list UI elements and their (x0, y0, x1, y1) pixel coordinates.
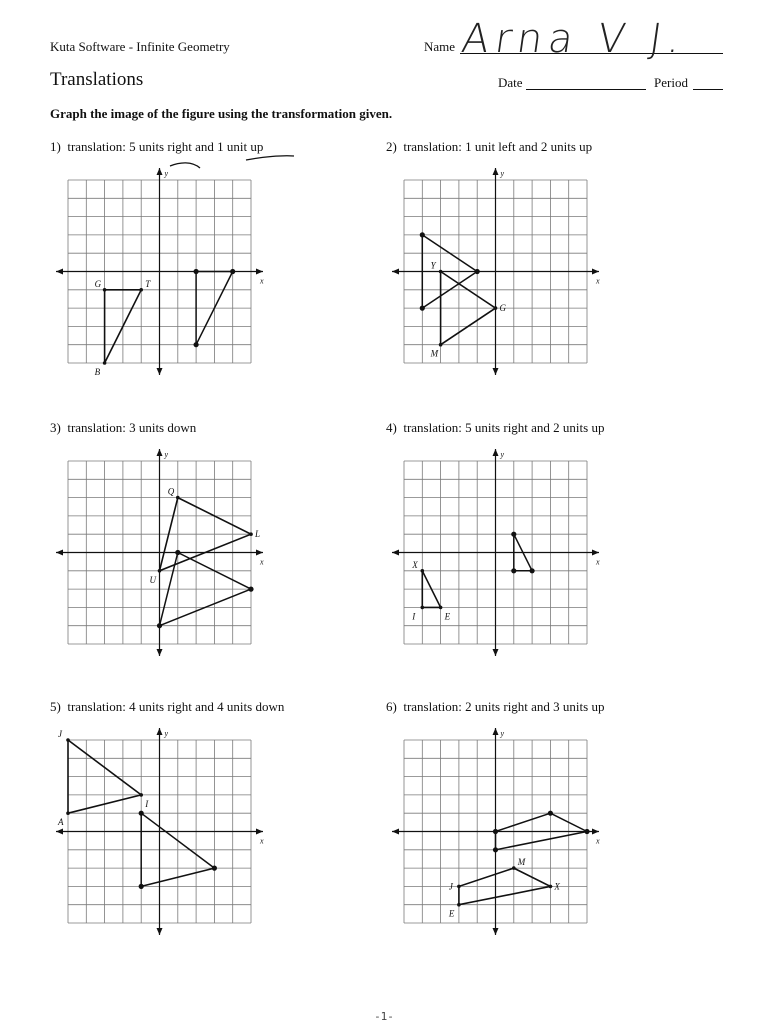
vertex-point (421, 569, 425, 573)
x-axis-label: x (260, 276, 264, 286)
problem-text: translation: 4 units right and 4 units down (67, 699, 285, 714)
problem-number: 5) (50, 699, 61, 714)
vertex-label: I (412, 611, 416, 622)
coordinate-plane-6[interactable] (386, 723, 612, 943)
vertex-label: M (517, 857, 526, 868)
drawn-vertex-dot (139, 811, 144, 816)
instructions: Graph the image of the figure using the transformation given. (50, 106, 393, 121)
vertex-label: I (145, 798, 149, 809)
coordinate-plane-3[interactable] (50, 444, 276, 664)
worksheet-title: Translations (50, 69, 144, 90)
period-label: Period (654, 75, 688, 90)
y-axis-arrow-down (157, 649, 163, 656)
coordinate-plane-4[interactable] (386, 444, 612, 664)
y-axis-arrow-up (157, 728, 163, 735)
vertex-label: T (145, 278, 151, 289)
x-axis-arrow-right (592, 829, 599, 835)
vertex-label: L (255, 529, 261, 540)
vertex-point (457, 885, 461, 889)
problem-number: 3) (50, 420, 61, 435)
page-number: -1- (374, 1010, 394, 1023)
drawn-vertex-dot (420, 306, 425, 311)
problem-number: 4) (386, 420, 397, 435)
x-axis-label: x (260, 836, 264, 846)
y-axis-arrow-up (493, 168, 499, 175)
drawn-vertex-dot (475, 269, 480, 274)
x-axis-arrow-right (256, 829, 263, 835)
drawn-vertex-dot (511, 568, 516, 573)
x-axis-arrow-left (56, 829, 63, 835)
name-handwritten-value[interactable]: Arna V J. (458, 16, 690, 62)
x-axis-arrow-right (256, 550, 263, 556)
problem-text: translation: 1 unit left and 2 units up (403, 139, 593, 154)
y-axis-arrow-down (493, 928, 499, 935)
problem-number: 2) (386, 139, 397, 154)
coordinate-plane-2[interactable] (386, 163, 612, 383)
x-axis-arrow-left (392, 550, 399, 556)
vertex-point (439, 343, 443, 347)
date-line[interactable] (526, 89, 646, 90)
period-line[interactable] (693, 89, 723, 90)
date-label: Date (498, 75, 523, 90)
drawn-vertex-dot (194, 342, 199, 347)
problem-5 (50, 699, 284, 715)
x-axis-arrow-right (256, 269, 263, 275)
y-axis-arrow-down (157, 928, 163, 935)
vertex-point (103, 288, 107, 292)
vertex-point (139, 288, 143, 292)
vertex-label: M (430, 348, 439, 359)
x-axis-label: x (596, 836, 600, 846)
x-axis-arrow-left (392, 829, 399, 835)
drawn-vertex-dot (212, 866, 217, 871)
problem-2 (386, 139, 592, 155)
vertex-point (439, 606, 443, 610)
vertex-label: A (58, 817, 64, 828)
x-axis-label: x (596, 276, 600, 286)
vertex-label: E (444, 611, 451, 622)
vertex-point (421, 606, 425, 610)
coordinate-plane-1[interactable] (50, 163, 276, 383)
problem-text: translation: 3 units down (67, 420, 197, 435)
y-axis-arrow-up (157, 449, 163, 456)
vertex-point (249, 532, 253, 536)
vertex-point (494, 306, 498, 310)
vertex-label: X (412, 559, 418, 570)
y-axis-arrow-down (493, 649, 499, 656)
drawn-vertex-dot (194, 269, 199, 274)
y-axis-arrow-up (157, 168, 163, 175)
vertex-point (549, 885, 553, 889)
y-axis-arrow-down (157, 368, 163, 375)
drawn-vertex-dot (420, 232, 425, 237)
vertex-label: G (499, 303, 506, 314)
problem-number: 1) (50, 139, 61, 154)
y-axis-label: y (164, 450, 169, 459)
y-axis-arrow-down (493, 368, 499, 375)
drawn-vertex-dot (248, 587, 253, 592)
x-axis-label: x (596, 557, 600, 567)
y-axis-label: y (164, 729, 169, 738)
y-axis-label: y (500, 169, 505, 178)
problem-text: translation: 5 units right and 2 units up (403, 420, 605, 435)
vertex-point (139, 793, 143, 797)
vertex-point (439, 270, 443, 274)
drawn-vertex-dot (584, 829, 589, 834)
x-axis-arrow-right (592, 269, 599, 275)
vertex-label: Y (430, 260, 436, 271)
vertex-point (457, 903, 461, 907)
drawn-vertex-dot (493, 847, 498, 852)
drawn-vertex-dot (139, 884, 144, 889)
drawn-vertex-dot (548, 811, 553, 816)
drawn-vertex-dot (157, 623, 162, 628)
vertex-point (103, 361, 107, 365)
problem-text: translation: 5 units right and 1 unit up (67, 139, 264, 154)
vertex-label: E (448, 908, 455, 919)
drawn-vertex-dot (230, 269, 235, 274)
problem-1 (50, 139, 263, 155)
vertex-label: X (554, 881, 560, 892)
drawn-vertex-dot (511, 532, 516, 537)
problem-3 (50, 420, 196, 436)
vertex-label: B (94, 367, 101, 377)
x-axis-arrow-right (592, 550, 599, 556)
x-axis-arrow-left (56, 269, 63, 275)
vertex-label: J (448, 881, 453, 892)
drawn-vertex-dot (175, 550, 180, 555)
vertex-label: J (58, 729, 62, 739)
y-axis-label: y (500, 729, 505, 738)
problem-6 (386, 699, 604, 715)
vertex-point (66, 738, 70, 742)
vertex-label: U (149, 574, 156, 585)
vertex-point (66, 811, 70, 815)
y-axis-arrow-up (493, 449, 499, 456)
coordinate-plane-5[interactable] (50, 723, 276, 943)
x-axis-arrow-left (392, 269, 399, 275)
x-axis-arrow-left (56, 550, 63, 556)
name-label: Name (424, 39, 456, 54)
y-axis-label: y (164, 169, 169, 178)
x-axis-label: x (260, 557, 264, 567)
problem-4 (386, 420, 604, 436)
y-axis-label: y (500, 450, 505, 459)
problem-number: 6) (386, 699, 397, 714)
vertex-point (158, 569, 162, 573)
y-axis-arrow-up (493, 728, 499, 735)
vertex-label: Q (167, 486, 175, 497)
drawn-vertex-dot (530, 568, 535, 573)
problem-text: translation: 2 units right and 3 units up (403, 699, 605, 714)
vertex-label: G (94, 278, 102, 289)
brand-name: Kuta Software - Infinite Geometry (50, 39, 230, 54)
vertex-point (176, 496, 180, 500)
drawn-vertex-dot (493, 829, 498, 834)
vertex-point (512, 866, 516, 870)
